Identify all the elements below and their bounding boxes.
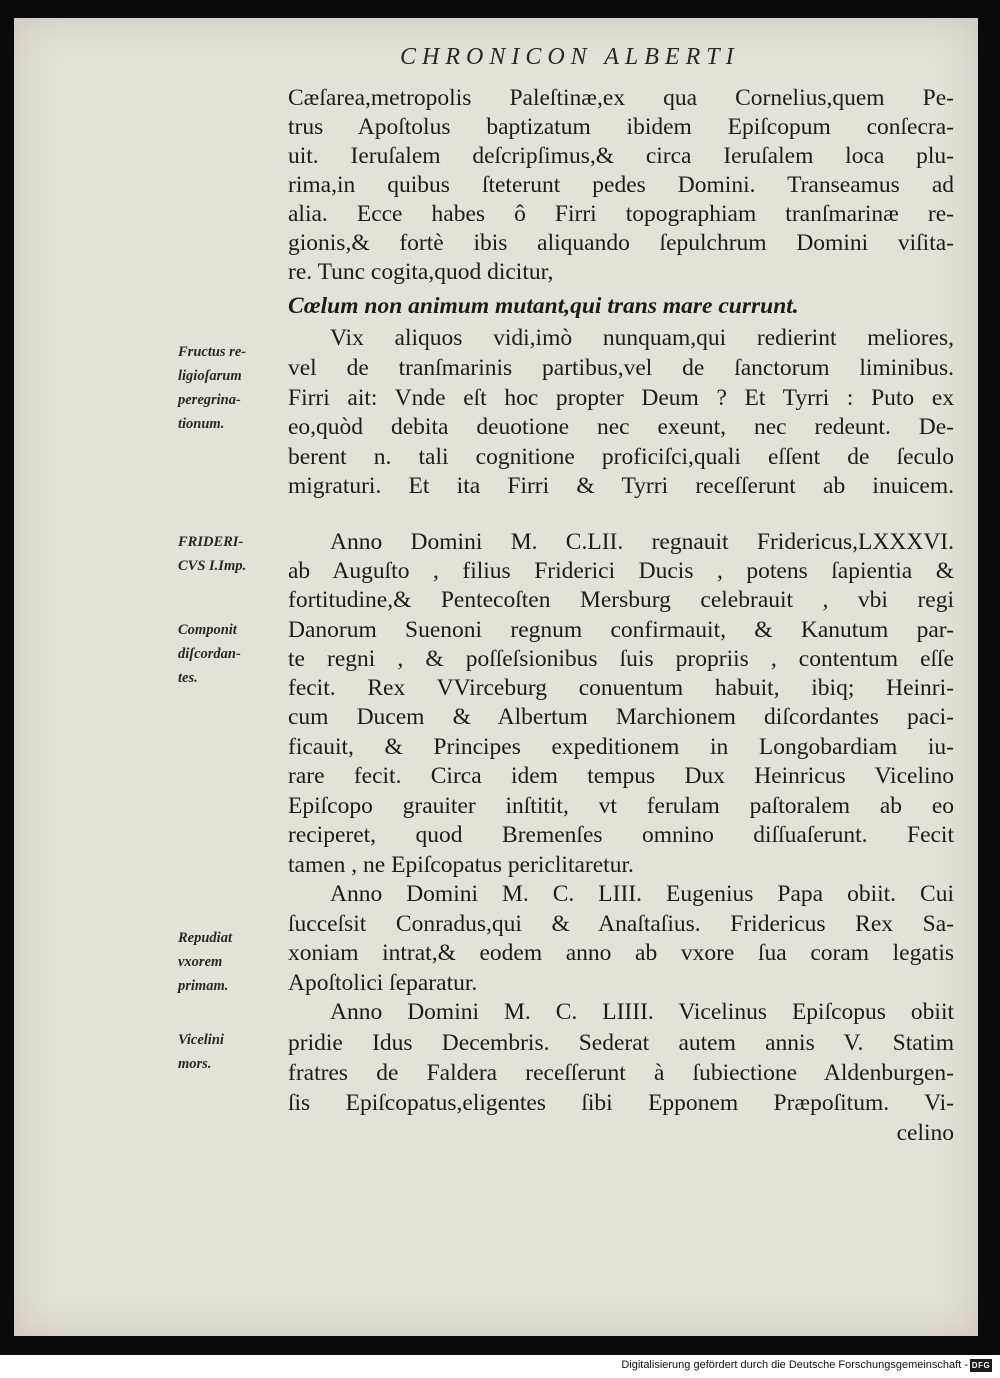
text-line: alia. Ecce habes ô Firri topographiam tranſmarinæ re- [288,201,954,227]
funding-credit: Digitalisierung gefördert durch die Deutsche Forschungsgemeinschaft - [621,1359,968,1371]
text-line: gionis,& fortè ibis aliquando ſepulchrum Domini viſita- [288,230,954,256]
text-line: vel de tranſmarinis partibus,vel de ſanctorum liminibus. [288,355,954,381]
text-line: Danorum Suenoni regnum confirmauit, & Kanutum par- [288,617,954,643]
text-line: re. Tunc cogita,quod dicitur, [288,259,554,285]
text-line: ficauit, & Principes expeditionem in Longobardiam iu- [288,734,954,760]
text-line: te regni , & poſſeſsionibus ſuis propriis , contentum eſſe [288,646,954,672]
catchword: celino [896,1120,954,1146]
text-line: ab Auguſto , filius Friderici Ducis , potens ſapientia & [288,558,954,584]
text-line: trus Apoſtolus baptizatum ibidem Epiſcopum conſecra- [288,114,954,140]
text-line: Cæſarea,metropolis Paleſtinæ,ex qua Cornelius,quem Pe- [288,85,954,111]
text-line: eo,quòd debita deuotione nec exeunt, nec redeunt. De- [288,414,954,440]
margin-note-line: diſcordan- [178,646,241,662]
text-line: ſis Epiſcopatus,eligentes ſibi Epponem Præpoſitum. Vi- [288,1090,954,1116]
margin-note-line: CVS I.Imp. [178,558,247,574]
text-line: berent n. tali cognitione proficiſci,quali eſſent de ſeculo [288,444,954,470]
text-line: cum Ducem & Albertum Marchionem diſcordantes paci- [288,704,954,730]
margin-note [178,1028,278,1076]
running-head: CHRONICON ALBERTI [400,44,740,70]
text-line: rare fecit. Circa idem tempus Dux Heinricus Vicelino [288,763,954,789]
text-line: Anno Domini M. C. LIIII. Vicelinus Epiſcopus obiit [330,999,954,1025]
verse-line: Cœlum non animum mutant,qui trans mare currunt. [288,293,799,319]
margin-note-line: peregrina- [178,392,241,408]
text-line: ſucceſsit Conradus,qui & Anaſtaſius. Fridericus Rex Sa- [288,911,954,937]
margin-note-line: Componit [178,622,237,638]
text-line: fortitudine,& Pentecoſten Mersburg celebrauit , vbi regi [288,587,954,613]
text-line: xoniam intrat,& eodem anno ab vxore ſua coram legatis [288,940,954,966]
text-line: fratres de Faldera receſſerunt à ſubiectione Aldenburgen- [288,1060,954,1086]
text-line: migraturi. Et ita Firri & Tyrri receſſerunt ab inuicem. [288,473,954,499]
margin-note [178,340,278,436]
text-line: Firri ait: Vnde eſt hoc propter Deum ? Et Tyrri : Puto ex [288,385,954,411]
margin-note [178,530,278,578]
text-line: reciperet, quod Bremenſes omnino diſſuaſerunt. Fecit [288,822,954,848]
text-line: Anno Domini M. C.LII. regnauit Fridericus,LXXXVI. [330,529,954,555]
margin-note [178,926,278,998]
digitization-footer [0,1355,1000,1378]
text-line: Epiſcopo grauiter inſtitit, vt ferulam paſtoralem ab eo [288,793,954,819]
margin-note-line: Vicelini [178,1032,224,1048]
margin-note-line: Repudiat [178,930,232,946]
text-line: Apoſtolici ſeparatur. [288,970,478,996]
margin-note-line: ligioſarum [178,368,242,384]
text-line: fecit. Rex VVirceburg conuentum habuit, ibiq; Heinri- [288,675,954,701]
margin-note [178,618,278,690]
margin-note-line: FRIDERI- [178,534,244,550]
text-line: tamen , ne Epiſcopatus periclitaretur. [288,852,634,878]
margin-note-line: primam. [178,978,229,994]
margin-note-line: vxorem [178,954,223,970]
margin-note-line: tionum. [178,416,225,432]
margin-note-line: Fructus re- [178,344,247,360]
text-line: uit. Ieruſalem deſcripſimus,& circa Ieruſalem loca plu- [288,143,954,169]
margin-note-line: tes. [178,670,198,686]
text-line: rima,in quibus ſteterunt pedes Domini. Transeamus ad [288,172,954,198]
dfg-logo-icon: DFG [971,1361,991,1370]
text-line: Anno Domini M. C. LIII. Eugenius Papa obiit. Cui [330,881,954,907]
margin-note-line: mors. [178,1056,212,1072]
text-line: Vix aliquos vidi,imò nunquam,qui redierint meliores, [330,325,954,351]
text-line: pridie Idus Decembris. Sederat autem annis V. Statim [288,1030,954,1056]
